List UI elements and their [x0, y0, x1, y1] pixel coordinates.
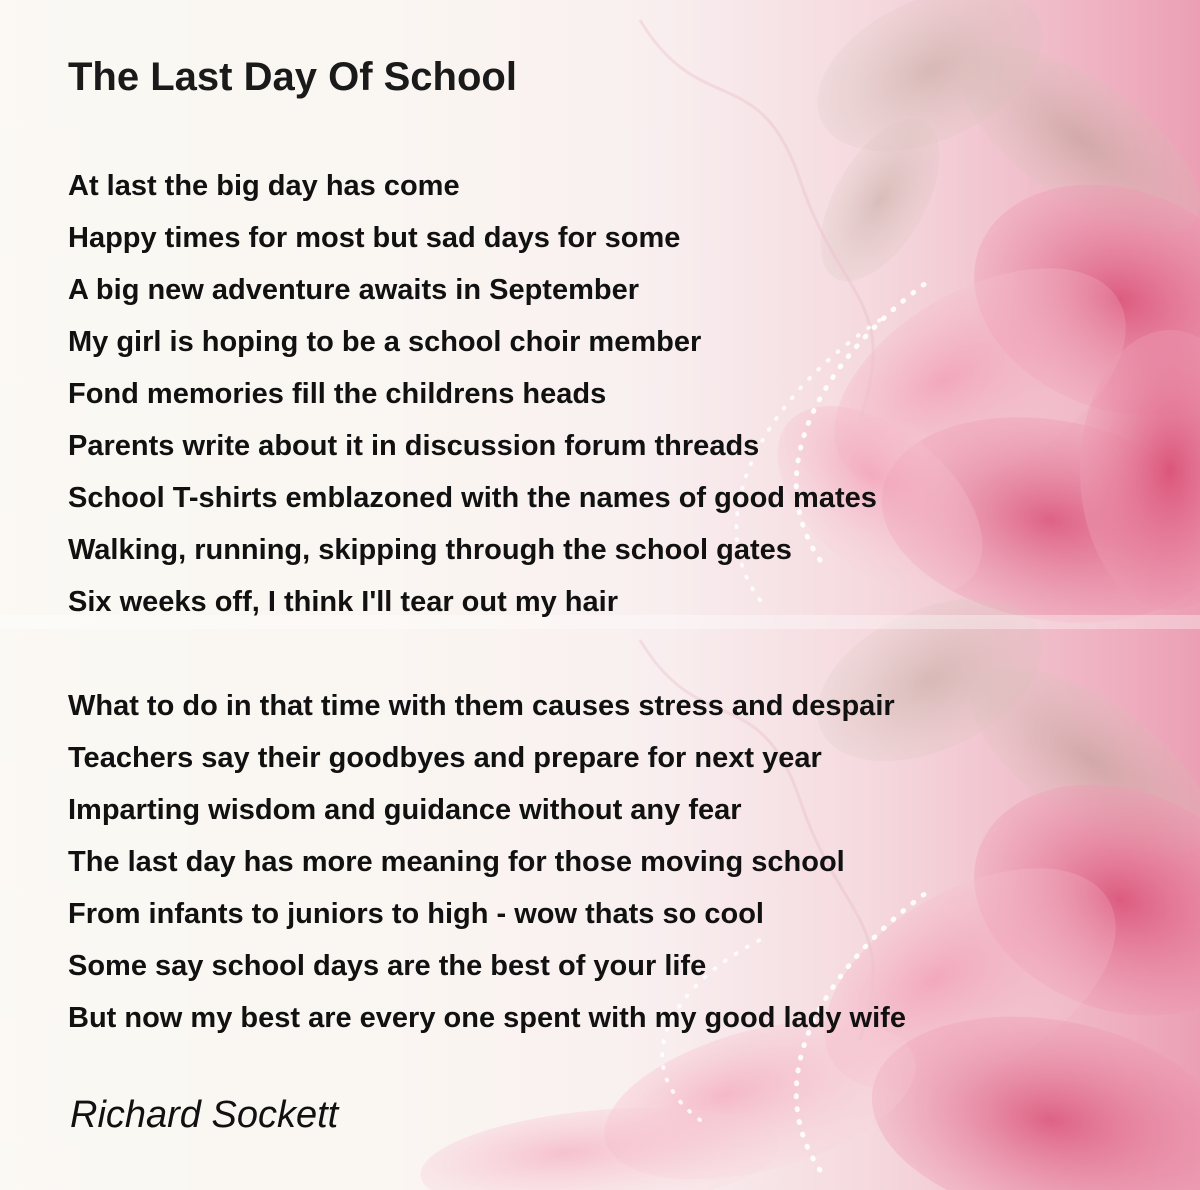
- poem-line: Teachers say their goodbyes and prepare for next year: [68, 742, 822, 774]
- stanza-2: [68, 680, 1168, 1044]
- poem-line: What to do in that time with them causes stress and despair: [68, 690, 895, 722]
- poem-content: [68, 52, 1168, 1044]
- poem-line: Happy times for most but sad days for some: [68, 222, 681, 254]
- poem-line: The last day has more meaning for those moving school: [68, 846, 845, 878]
- stanza-1: [68, 160, 1168, 628]
- poem-line: But now my best are every one spent with my good lady wife: [68, 1002, 906, 1034]
- poem-line: A big new adventure awaits in September: [68, 274, 640, 306]
- poem-author: Richard Sockett: [70, 1094, 339, 1136]
- poem-line: Imparting wisdom and guidance without any fear: [68, 794, 742, 826]
- poem-title: The Last Day Of School: [68, 55, 517, 99]
- poem-line: School T-shirts emblazoned with the names of good mates: [68, 482, 877, 514]
- poem-line: Walking, running, skipping through the school gates: [68, 534, 792, 566]
- poem-line: My girl is hoping to be a school choir member: [68, 326, 702, 358]
- poem-line: Some say school days are the best of your life: [68, 950, 707, 982]
- poem-line: At last the big day has come: [68, 170, 460, 202]
- poem-line: Fond memories fill the childrens heads: [68, 378, 607, 410]
- poem-line: From infants to juniors to high - wow thats so cool: [68, 898, 764, 930]
- poem-line: Six weeks off, I think I'll tear out my hair: [68, 586, 618, 618]
- poem-line: Parents write about it in discussion forum threads: [68, 430, 760, 462]
